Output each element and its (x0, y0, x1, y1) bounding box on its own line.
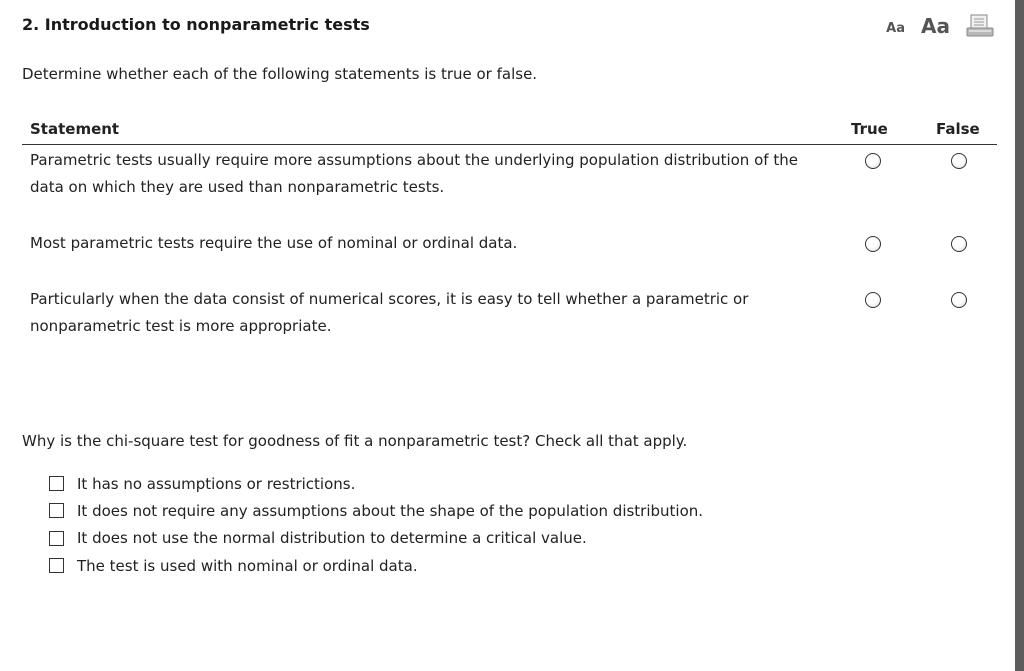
false-radio[interactable] (951, 236, 967, 252)
checkbox[interactable] (49, 558, 64, 573)
checkbox[interactable] (49, 531, 64, 546)
list-item[interactable] (49, 552, 703, 579)
scrollbar[interactable] (1015, 0, 1024, 671)
false-radio[interactable] (951, 292, 967, 308)
list-item[interactable] (49, 525, 703, 552)
true-radio[interactable] (865, 153, 881, 169)
increase-font-button[interactable]: Aa (921, 14, 950, 38)
decrease-font-button[interactable]: Aa (886, 21, 906, 36)
true-radio[interactable] (865, 292, 881, 308)
checkbox-label[interactable]: It has no assumptions or restrictions. (77, 474, 356, 493)
statement-text: Parametric tests usually require more assumptions about the underlying population distribution of the data on which they are used than nonparametric tests. (30, 151, 798, 196)
checkbox-label[interactable]: It does not use the normal distribution to determine a critical value. (77, 529, 587, 548)
checkbox[interactable] (49, 476, 64, 491)
false-radio[interactable] (951, 153, 967, 169)
checkbox-label[interactable]: It does not require any assumptions about the shape of the population distribution. (77, 501, 704, 520)
checkbox[interactable] (49, 503, 64, 518)
column-header-statement: Statement (30, 120, 120, 138)
true-radio[interactable] (865, 236, 881, 252)
checkbox-label[interactable]: The test is used with nominal or ordinal data. (77, 556, 418, 575)
question-text: Why is the chi-square test for goodness of fit a nonparametric test? Check all that apply. (22, 432, 688, 450)
answer-checklist (49, 470, 703, 579)
print-icon[interactable] (966, 14, 994, 38)
statement-text: Particularly when the data consist of numerical scores, it is easy to tell whether a parametric or nonparametric test is more appropriate. (30, 290, 749, 335)
column-header-true: True (851, 120, 888, 138)
toolbar (886, 14, 994, 38)
page-title: 2. Introduction to nonparametric tests (22, 15, 370, 34)
statement-text: Most parametric tests require the use of nominal or ordinal data. (30, 234, 518, 252)
list-item[interactable] (49, 497, 703, 524)
instructions: Determine whether each of the following statements is true or false. (22, 65, 538, 83)
column-header-false: False (936, 120, 980, 138)
list-item[interactable] (49, 470, 703, 497)
table-header (22, 118, 997, 145)
true-false-table (22, 118, 997, 335)
